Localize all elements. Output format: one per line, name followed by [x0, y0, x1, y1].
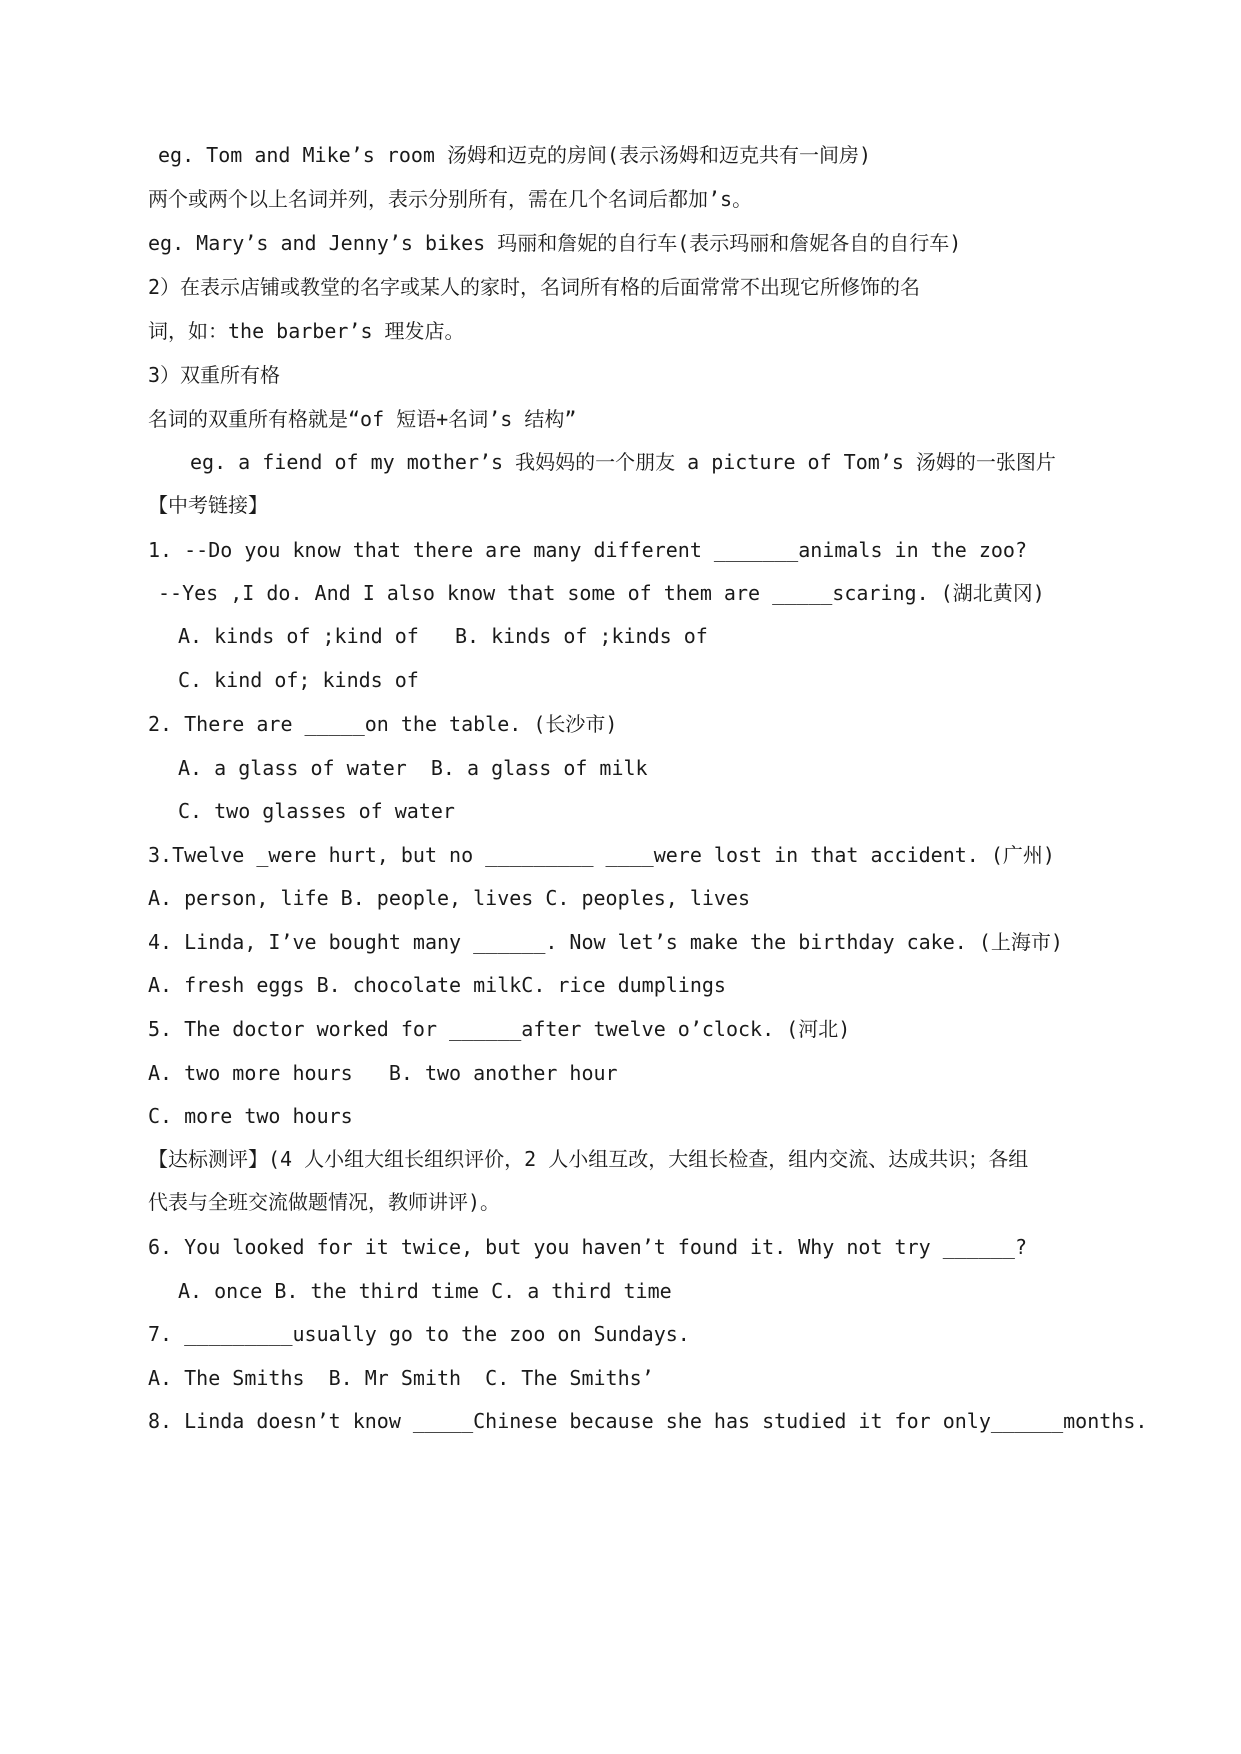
double-possessive-example: eg. a fiend of my mother’s 我妈妈的一个朋友 a picture of Tom’s 汤姆的一张图片: [190, 450, 1056, 474]
question-4: 4. Linda, I’ve bought many ______. Now let’s make the birthday cake. (上海市): [148, 930, 1063, 954]
question-1-option-c: C. kind of; kinds of: [178, 668, 419, 692]
question-6: 6. You looked for it twice, but you haven’t found it. Why not try ______?: [148, 1235, 1027, 1259]
section-heading-assessment: 【达标测评】(4 人小组大组长组织评价，2 人小组互改，大组长检查，组内交流、达成共识；各组: [148, 1147, 1029, 1171]
question-2-option-c: C. two glasses of water: [178, 799, 455, 823]
question-8: 8. Linda doesn’t know _____Chinese because she has studied it for only______months.: [148, 1409, 1148, 1433]
rule-2-continued: 词，如：the barber’s 理发店。: [148, 319, 465, 343]
rule-3-heading: 3）双重所有格: [148, 363, 281, 387]
question-1-response: --Yes ,I do. And I also know that some of them are _____scaring. (湖北黄冈): [158, 581, 1045, 605]
question-2-options-ab: A. a glass of water B. a glass of milk: [178, 756, 648, 780]
section-heading-exam-links: 【中考链接】: [148, 493, 268, 517]
question-5-option-c: C. more two hours: [148, 1104, 353, 1128]
rule-separate-possession: 两个或两个以上名词并列，表示分别所有，需在几个名词后都加’s。: [148, 187, 753, 211]
question-5-options-ab: A. two more hours B. two another hour: [148, 1061, 618, 1085]
double-possessive-rule: 名词的双重所有格就是“of 短语+名词’s 结构”: [148, 407, 577, 431]
question-5: 5. The doctor worked for ______after twelve o’clock. (河北): [148, 1017, 851, 1041]
example-mary-jenny: eg. Mary’s and Jenny’s bikes 玛丽和詹妮的自行车(表示玛丽和詹妮各自的自行车): [148, 231, 962, 255]
rule-2-heading: 2）在表示店铺或教堂的名字或某人的家时，名词所有格的后面常常不出现它所修饰的名: [148, 275, 921, 299]
question-3-options: A. person, life B. people, lives C. peoples, lives: [148, 886, 751, 910]
question-4-options: A. fresh eggs B. chocolate milkC. rice dumplings: [148, 973, 726, 997]
question-6-options: A. once B. the third time C. a third time: [178, 1279, 672, 1303]
question-7: 7. _________usually go to the zoo on Sundays.: [148, 1322, 690, 1346]
question-1: 1. --Do you know that there are many different _______animals in the zoo?: [148, 538, 1027, 562]
section-assessment-continued: 代表与全班交流做题情况，教师讲评)。: [148, 1190, 501, 1214]
question-7-options: A. The Smiths B. Mr Smith C. The Smiths’: [148, 1366, 654, 1390]
question-2: 2. There are _____on the table. (长沙市): [148, 712, 618, 736]
question-1-options-ab: A. kinds of ;kind of B. kinds of ;kinds of: [178, 624, 708, 648]
example-tom-mike: eg. Tom and Mike’s room 汤姆和迈克的房间(表示汤姆和迈克共有一间房): [158, 143, 872, 167]
question-3: 3.Twelve _were hurt, but no _________ ____were lost in that accident. (广州): [148, 843, 1055, 867]
